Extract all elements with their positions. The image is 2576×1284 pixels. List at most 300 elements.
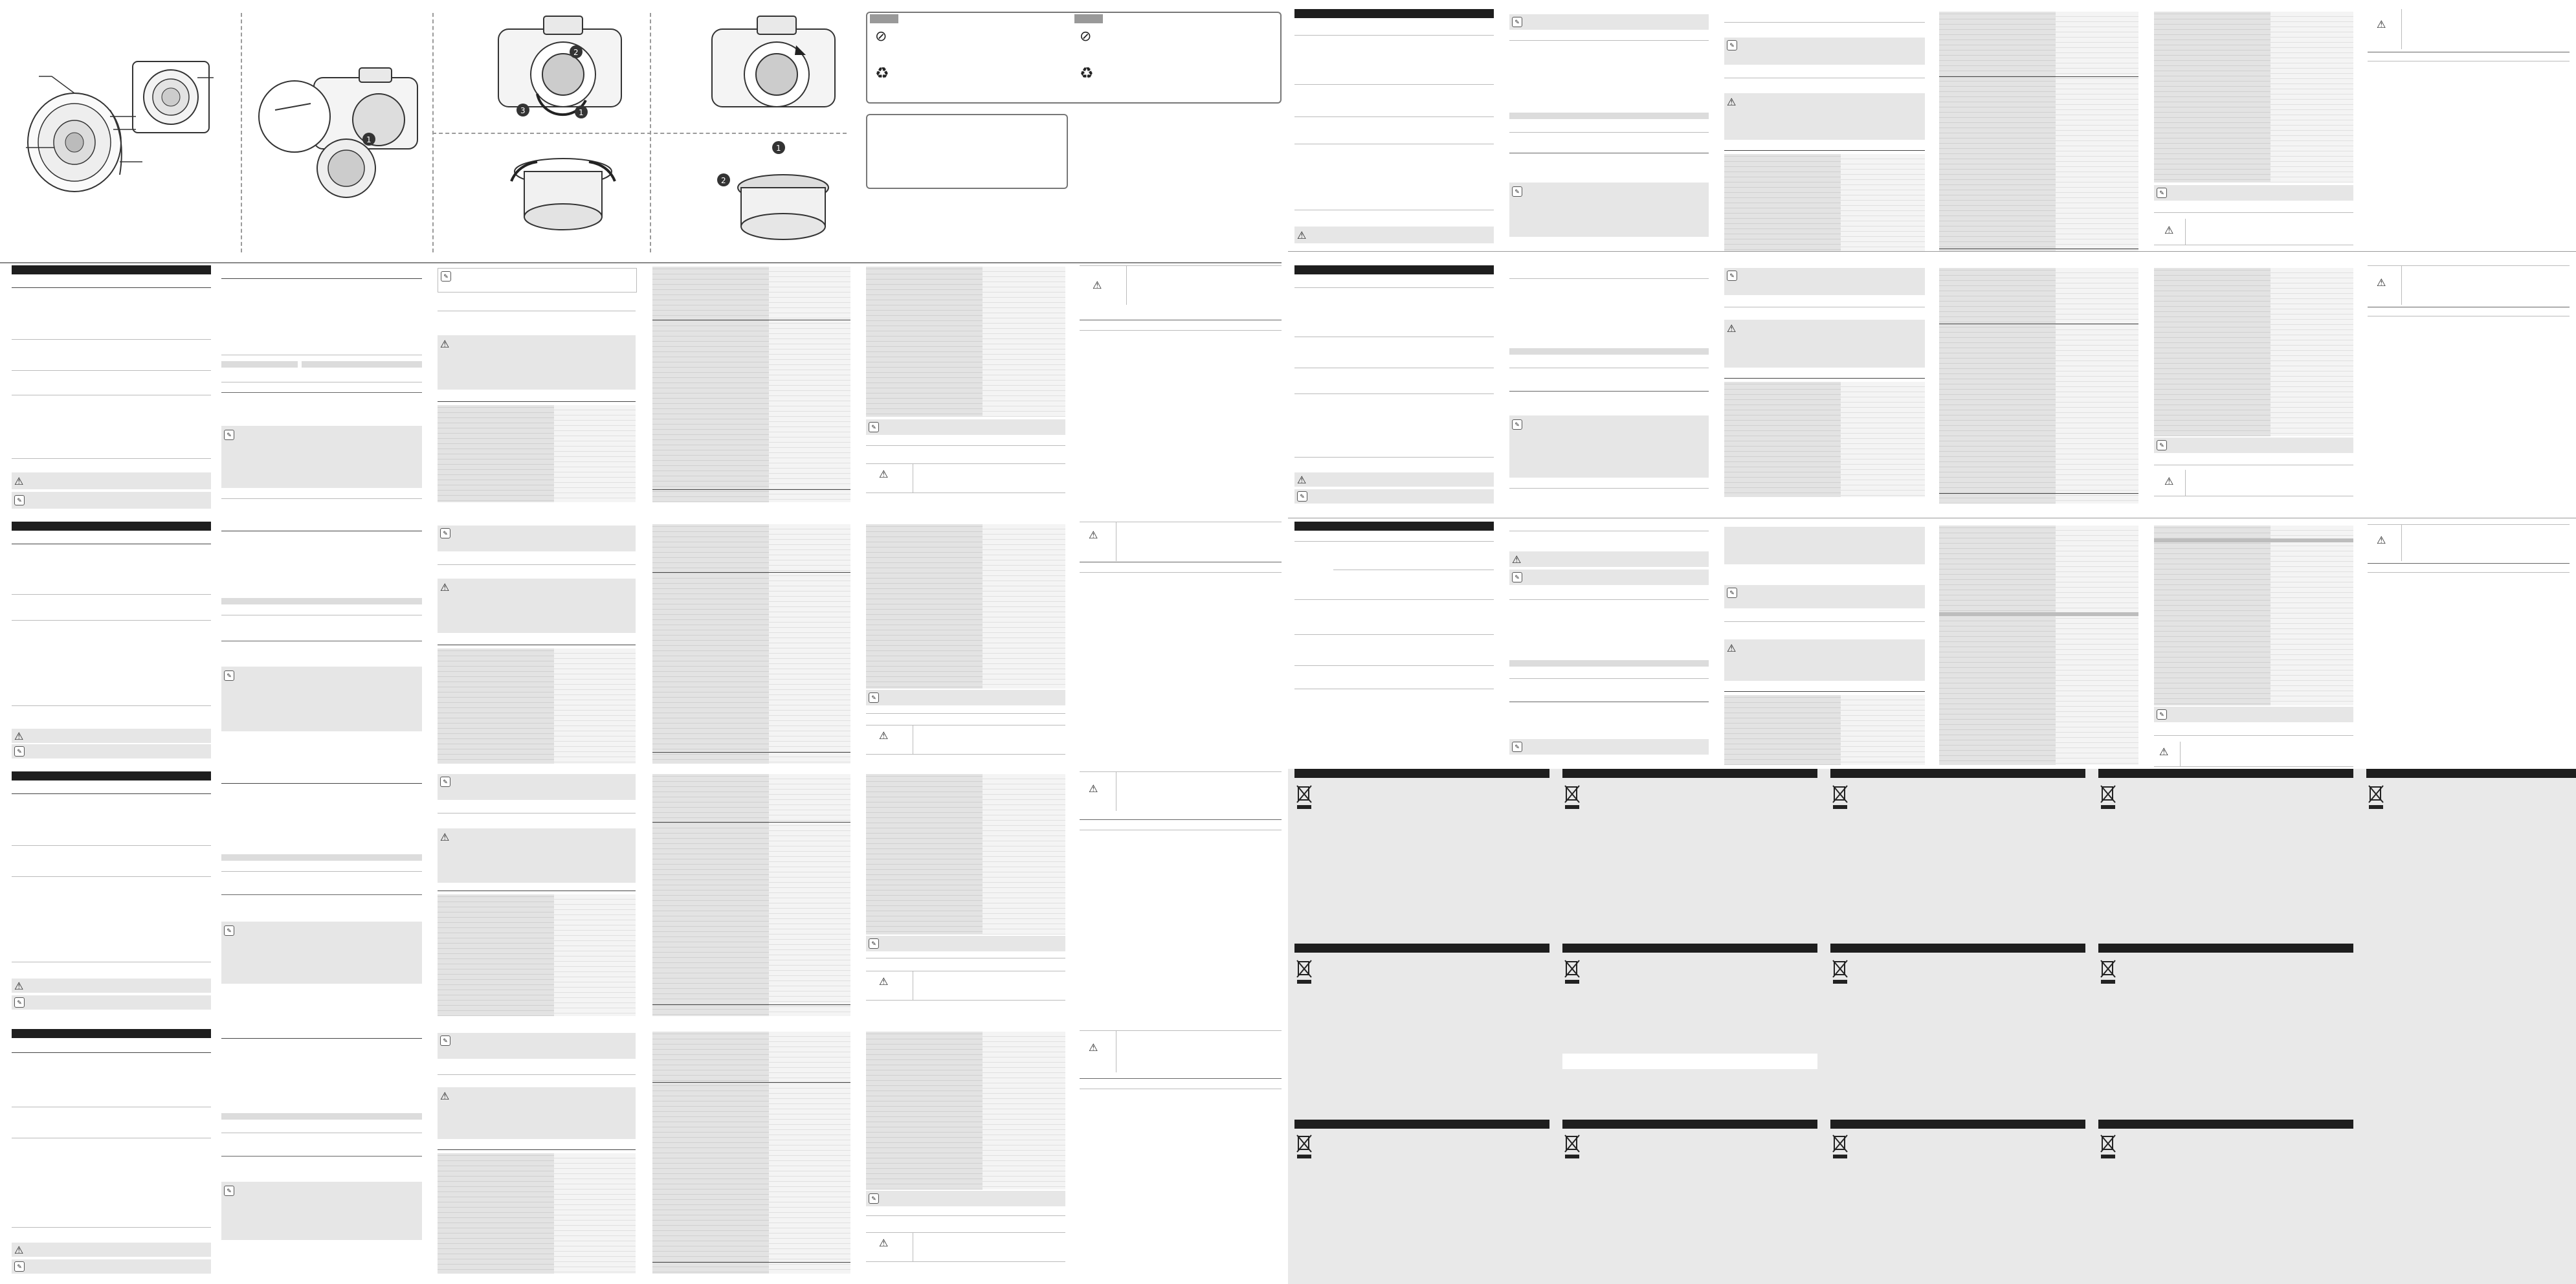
warning-triangle-icon: ⚠ xyxy=(1089,530,1098,541)
table-shaded-column xyxy=(652,774,769,1016)
table-column xyxy=(2056,268,2138,504)
section-header xyxy=(12,522,211,531)
rule xyxy=(12,793,211,794)
caution-row xyxy=(866,725,1065,755)
rule xyxy=(1080,819,1282,820)
lens-parts-diagram xyxy=(13,39,220,207)
note-strip xyxy=(1509,570,1709,585)
note-panel xyxy=(1509,183,1709,237)
table-column xyxy=(2271,526,2353,705)
note-pencil-icon: ✎ xyxy=(440,528,450,538)
warning-triangle-icon: ⚠ xyxy=(1297,230,1307,241)
table-column xyxy=(769,524,850,764)
table-header-cell xyxy=(1509,660,1709,667)
note-strip xyxy=(12,492,211,509)
rule xyxy=(12,1052,211,1053)
note-panel xyxy=(1509,415,1709,478)
rule xyxy=(2154,212,2353,213)
rule xyxy=(1724,150,1925,151)
table-column xyxy=(554,405,636,502)
rule xyxy=(652,489,850,490)
rule xyxy=(866,445,1065,446)
illustration-strip xyxy=(0,0,1288,259)
caution-strip xyxy=(1509,551,1709,567)
rule xyxy=(652,822,850,823)
note-pencil-icon: ✎ xyxy=(1297,491,1307,502)
table-column xyxy=(2271,12,2353,183)
caution-panel xyxy=(438,579,636,633)
note-pencil-icon: ✎ xyxy=(869,1193,879,1204)
note-pencil-icon: ✎ xyxy=(2157,709,2167,720)
disposal-info-box xyxy=(866,12,1282,104)
rule xyxy=(438,1074,636,1075)
note-pencil-icon: ✎ xyxy=(1727,588,1737,598)
warning-triangle-icon: ⚠ xyxy=(1297,475,1307,486)
note-pencil-icon: ✎ xyxy=(1512,186,1522,197)
table-header-cell xyxy=(221,361,298,368)
divider xyxy=(432,133,847,134)
rule xyxy=(1294,599,1494,600)
rule xyxy=(221,783,422,784)
note-strip xyxy=(12,995,211,1010)
crossed-out-bin-icon xyxy=(2100,958,2116,986)
crossed-out-bin-icon xyxy=(1564,1133,1581,1161)
rule xyxy=(652,1004,850,1005)
caution-panel xyxy=(1724,320,1925,368)
warning-triangle-icon: ⚠ xyxy=(879,977,889,988)
table-header-cell xyxy=(221,1113,422,1120)
divider xyxy=(1288,251,2576,252)
table-row xyxy=(221,871,422,872)
rule xyxy=(221,498,422,499)
rule xyxy=(1294,541,1494,542)
table-column xyxy=(769,1032,850,1274)
rule xyxy=(12,1227,211,1228)
crossed-out-bin-icon xyxy=(1296,1133,1313,1161)
table-shaded-column xyxy=(652,267,769,502)
rule xyxy=(1509,488,1709,489)
box-tab xyxy=(870,14,898,23)
table-shaded-column xyxy=(1939,268,2056,504)
rule xyxy=(1509,599,1709,600)
table-shaded-column xyxy=(2154,268,2271,436)
rule xyxy=(1294,116,1494,117)
warning-triangle-icon: ⚠ xyxy=(1512,555,1522,566)
note-strip xyxy=(2154,437,2353,453)
note-pencil-icon: ✎ xyxy=(224,925,234,936)
rule xyxy=(1294,665,1494,666)
warning-triangle-icon: ⚠ xyxy=(1727,324,1737,335)
empty-notice-box xyxy=(866,114,1068,189)
section-header xyxy=(1562,944,1817,953)
section-header xyxy=(1830,769,2085,778)
rule xyxy=(12,705,211,706)
note-pencil-icon: ✎ xyxy=(1512,572,1522,582)
rule xyxy=(12,594,211,595)
table-shaded-column xyxy=(2154,12,2271,183)
camera-detach-diagram xyxy=(699,10,848,126)
table-column xyxy=(554,1153,636,1274)
table-column xyxy=(2271,268,2353,436)
warning-triangle-icon: ⚠ xyxy=(440,339,450,350)
crossed-out-bin-icon: ⊘ xyxy=(875,28,887,45)
rule xyxy=(1939,612,2138,616)
recycle-icon: ♻ xyxy=(1080,64,1094,82)
rule xyxy=(1080,330,1282,331)
note-strip xyxy=(866,936,1065,951)
note-pencil-icon: ✎ xyxy=(440,1035,450,1046)
note-panel xyxy=(221,922,422,984)
rule xyxy=(221,278,422,279)
rule xyxy=(1294,457,1494,458)
table-header-cell xyxy=(1509,348,1709,355)
table-shaded-column xyxy=(1724,382,1841,497)
section-header xyxy=(12,265,211,274)
section-header xyxy=(12,1029,211,1038)
divider xyxy=(1126,266,1127,305)
table-row xyxy=(1509,391,1709,392)
rule xyxy=(438,1149,636,1150)
note-pencil-icon: ✎ xyxy=(869,938,879,949)
caution-strip xyxy=(12,979,211,993)
rule xyxy=(652,1262,850,1263)
note-pencil-icon: ✎ xyxy=(224,1186,234,1196)
warning-triangle-icon: ⚠ xyxy=(1089,1043,1098,1054)
caution-row xyxy=(2368,265,2570,305)
section-header xyxy=(12,771,211,780)
rule xyxy=(438,813,636,814)
note-pencil-icon: ✎ xyxy=(440,777,450,787)
table-column xyxy=(983,524,1065,689)
table-shaded-column xyxy=(652,524,769,764)
spec-table xyxy=(221,356,422,395)
caution-row xyxy=(866,1232,1065,1262)
rule xyxy=(1294,35,1494,36)
crossed-out-bin-icon: ⊘ xyxy=(1080,28,1092,45)
table-column xyxy=(983,267,1065,417)
crossed-out-bin-icon xyxy=(1832,958,1849,986)
section-header xyxy=(1830,944,2085,953)
table-column xyxy=(983,1032,1065,1190)
note-strip xyxy=(866,1191,1065,1206)
note-strip xyxy=(866,419,1065,435)
rule xyxy=(1724,22,1925,23)
rule xyxy=(1080,572,1282,573)
warning-triangle-icon: ⚠ xyxy=(879,1238,889,1249)
section-header xyxy=(1830,1120,2085,1129)
caution-row xyxy=(866,971,1065,1001)
table-column xyxy=(1841,154,1925,251)
table-column xyxy=(2056,12,2138,251)
step-number-2: 2 xyxy=(721,176,726,185)
rule xyxy=(1294,634,1494,635)
note-pencil-icon: ✎ xyxy=(224,430,234,440)
note-pencil-icon: ✎ xyxy=(1512,742,1522,752)
rule xyxy=(12,370,211,371)
table-shaded-column xyxy=(438,405,554,502)
divider xyxy=(2401,9,2402,49)
warning-triangle-icon: ⚠ xyxy=(1089,784,1098,795)
rule xyxy=(2154,735,2353,736)
section-header xyxy=(2098,944,2353,953)
step-number-1: 1 xyxy=(366,135,372,144)
note-pencil-icon: ✎ xyxy=(1512,17,1522,27)
crossed-out-bin-icon xyxy=(1296,958,1313,986)
warning-triangle-icon: ⚠ xyxy=(1093,280,1102,291)
note-pencil-icon: ✎ xyxy=(1727,271,1737,281)
table-header-cell xyxy=(302,361,422,368)
table-row xyxy=(1509,678,1709,679)
note-pencil-icon: ✎ xyxy=(869,692,879,703)
caution-strip xyxy=(12,472,211,489)
crossed-out-bin-icon xyxy=(2368,783,2384,812)
caution-row xyxy=(1080,771,1282,814)
table-shaded-column xyxy=(1939,12,2056,251)
rule xyxy=(12,620,211,621)
crossed-out-bin-icon xyxy=(1564,783,1581,812)
table-shaded-column xyxy=(652,1032,769,1274)
caution-panel xyxy=(438,828,636,883)
divider xyxy=(2185,219,2186,245)
note-panel xyxy=(438,1033,636,1059)
note-pencil-icon: ✎ xyxy=(14,746,25,757)
table-column xyxy=(1841,695,1925,765)
note-strip xyxy=(1294,489,1494,504)
divider xyxy=(241,13,242,252)
table-shaded-column xyxy=(866,267,983,417)
caution-row xyxy=(866,463,1065,493)
caution-row xyxy=(1080,265,1282,331)
rule xyxy=(1724,691,1925,692)
section-header xyxy=(1294,522,1494,531)
section-header xyxy=(1294,9,1494,18)
rule xyxy=(12,287,211,288)
rule xyxy=(2368,563,2570,564)
rule xyxy=(2154,538,2353,542)
warning-triangle-icon: ⚠ xyxy=(14,1245,24,1256)
note-pencil-icon: ✎ xyxy=(2157,440,2167,450)
step-number-1: 1 xyxy=(579,108,584,117)
warning-triangle-icon: ⚠ xyxy=(2164,476,2174,487)
table-column xyxy=(554,648,636,764)
language-grid xyxy=(0,265,1282,1284)
note-strip xyxy=(2154,707,2353,722)
note-pencil-icon: ✎ xyxy=(1512,419,1522,430)
table-shaded-column xyxy=(866,774,983,935)
note-panel xyxy=(221,426,422,488)
table-header-cell xyxy=(1509,113,1709,119)
crossed-out-bin-icon xyxy=(2100,1133,2116,1161)
rule xyxy=(1509,278,1709,279)
caution-strip xyxy=(1294,472,1494,487)
table-shaded-column xyxy=(866,1032,983,1190)
note-pencil-icon: ✎ xyxy=(14,1261,25,1272)
section-header xyxy=(1294,265,1494,274)
caution-panel xyxy=(1724,93,1925,140)
section-header xyxy=(1294,944,1549,953)
camera-attach-diagram xyxy=(485,10,634,126)
caution-row xyxy=(1080,522,1282,564)
warning-triangle-icon: ⚠ xyxy=(2377,278,2386,289)
note-pencil-icon: ✎ xyxy=(14,495,25,505)
warning-triangle-icon: ⚠ xyxy=(440,582,450,593)
lens-mount-diagram xyxy=(249,65,430,207)
table-row xyxy=(221,392,422,393)
warning-triangle-icon: ⚠ xyxy=(440,832,450,843)
note-strip xyxy=(2154,185,2353,201)
caution-row xyxy=(2154,219,2353,245)
note-strip xyxy=(12,744,211,758)
table-shaded-column xyxy=(438,648,554,764)
crossed-out-bin-icon xyxy=(1564,958,1581,986)
rule xyxy=(652,572,850,573)
warning-triangle-icon: ⚠ xyxy=(2377,19,2386,30)
table-column xyxy=(983,774,1065,935)
section-header xyxy=(1562,1120,1817,1129)
warning-triangle-icon: ⚠ xyxy=(14,476,24,487)
table-row xyxy=(1509,132,1709,133)
table-shaded-column xyxy=(1939,526,2056,765)
disposal-panels xyxy=(1288,769,2576,1284)
table-column xyxy=(2056,526,2138,765)
address-strip xyxy=(1562,1054,1817,1069)
table-shaded-column xyxy=(866,524,983,689)
warning-triangle-icon: ⚠ xyxy=(2159,747,2169,758)
note-pencil-icon: ✎ xyxy=(441,271,451,282)
note-panel xyxy=(1724,268,1925,295)
crossed-out-bin-icon xyxy=(1832,1133,1849,1161)
crossed-out-bin-icon xyxy=(2100,783,2116,812)
section-header xyxy=(1294,769,1549,778)
crossed-out-bin-icon xyxy=(1296,783,1313,812)
step-number-1: 1 xyxy=(776,144,781,153)
caution-row xyxy=(2154,470,2353,496)
table-shaded-column xyxy=(2154,526,2271,705)
note-panel xyxy=(1724,527,1925,564)
warning-triangle-icon: ⚠ xyxy=(1727,97,1737,108)
section-header xyxy=(1562,769,1817,778)
caution-row xyxy=(2368,9,2570,49)
note-pencil-icon: ✎ xyxy=(1727,40,1737,50)
rule xyxy=(1080,1078,1282,1079)
table-row xyxy=(221,894,422,895)
language-grid-back xyxy=(1288,9,2576,766)
rule xyxy=(866,713,1065,714)
table-header-cell xyxy=(221,854,422,861)
table-header-cell xyxy=(221,598,422,604)
section-header xyxy=(2366,769,2576,778)
note-panel xyxy=(1724,585,1925,608)
section-header xyxy=(1294,1120,1549,1129)
warning-triangle-icon: ⚠ xyxy=(14,731,24,742)
warning-triangle-icon: ⚠ xyxy=(2164,225,2174,236)
rule xyxy=(866,1215,1065,1216)
rule xyxy=(1939,76,2138,77)
table-shaded-column xyxy=(1724,154,1841,251)
caution-strip xyxy=(12,729,211,743)
rule xyxy=(1939,493,2138,494)
rule xyxy=(1724,621,1925,622)
note-pencil-icon: ✎ xyxy=(14,997,25,1008)
table-shaded-column xyxy=(438,1153,554,1274)
table-shaded-column xyxy=(1724,695,1841,765)
note-strip xyxy=(12,1259,211,1274)
caution-panel xyxy=(1724,639,1925,681)
rule xyxy=(1294,287,1494,288)
step-number-3: 3 xyxy=(520,106,526,115)
step-number-2: 2 xyxy=(573,48,579,57)
cap-attach-diagram xyxy=(712,136,854,252)
rule xyxy=(12,876,211,877)
divider xyxy=(0,262,1282,263)
hood-rotate-diagram xyxy=(498,146,628,249)
divider xyxy=(2401,266,2402,305)
note-pencil-icon: ✎ xyxy=(224,670,234,681)
caution-row xyxy=(2368,524,2570,561)
rule xyxy=(438,401,636,402)
rule xyxy=(12,339,211,340)
rule xyxy=(652,1082,850,1083)
note-box xyxy=(438,268,637,293)
section-header xyxy=(2098,769,2353,778)
note-strip xyxy=(1509,739,1709,755)
caution-strip xyxy=(1294,227,1494,243)
divider xyxy=(2185,470,2186,496)
section-header xyxy=(2098,1120,2353,1129)
divider xyxy=(2180,742,2181,766)
note-pencil-icon: ✎ xyxy=(2157,188,2167,198)
crossed-out-bin-icon xyxy=(1832,783,1849,812)
divider xyxy=(2401,525,2402,561)
rule xyxy=(2368,572,2570,573)
table-shaded-column xyxy=(438,894,554,1016)
rule xyxy=(12,458,211,459)
recycle-icon: ♻ xyxy=(875,64,889,82)
caution-row xyxy=(2154,742,2353,767)
note-panel xyxy=(438,526,636,551)
rule xyxy=(12,845,211,846)
table-column xyxy=(769,267,850,502)
caution-strip xyxy=(12,1243,211,1257)
note-panel xyxy=(438,774,636,800)
caution-row xyxy=(1080,1030,1282,1076)
warning-triangle-icon: ⚠ xyxy=(879,731,889,742)
table-column xyxy=(554,894,636,1016)
rule xyxy=(1294,393,1494,394)
note-panel xyxy=(221,667,422,731)
note-pencil-icon: ✎ xyxy=(869,422,879,432)
rule xyxy=(1509,40,1709,41)
rule xyxy=(438,564,636,565)
caution-panel xyxy=(438,1087,636,1139)
note-strip xyxy=(1509,14,1709,30)
warning-triangle-icon: ⚠ xyxy=(1727,643,1737,654)
warning-triangle-icon: ⚠ xyxy=(440,1091,450,1102)
warning-triangle-icon: ⚠ xyxy=(879,469,889,480)
note-panel xyxy=(221,1182,422,1240)
table-row xyxy=(221,1156,422,1157)
note-strip xyxy=(866,690,1065,705)
rule xyxy=(1294,84,1494,85)
rule xyxy=(1724,378,1925,379)
table-column xyxy=(769,774,850,1016)
note-panel xyxy=(1724,38,1925,65)
warning-triangle-icon: ⚠ xyxy=(2377,535,2386,546)
caution-panel xyxy=(438,335,636,390)
box-tab xyxy=(1074,14,1103,23)
warning-triangle-icon: ⚠ xyxy=(14,981,24,992)
rule xyxy=(652,752,850,753)
